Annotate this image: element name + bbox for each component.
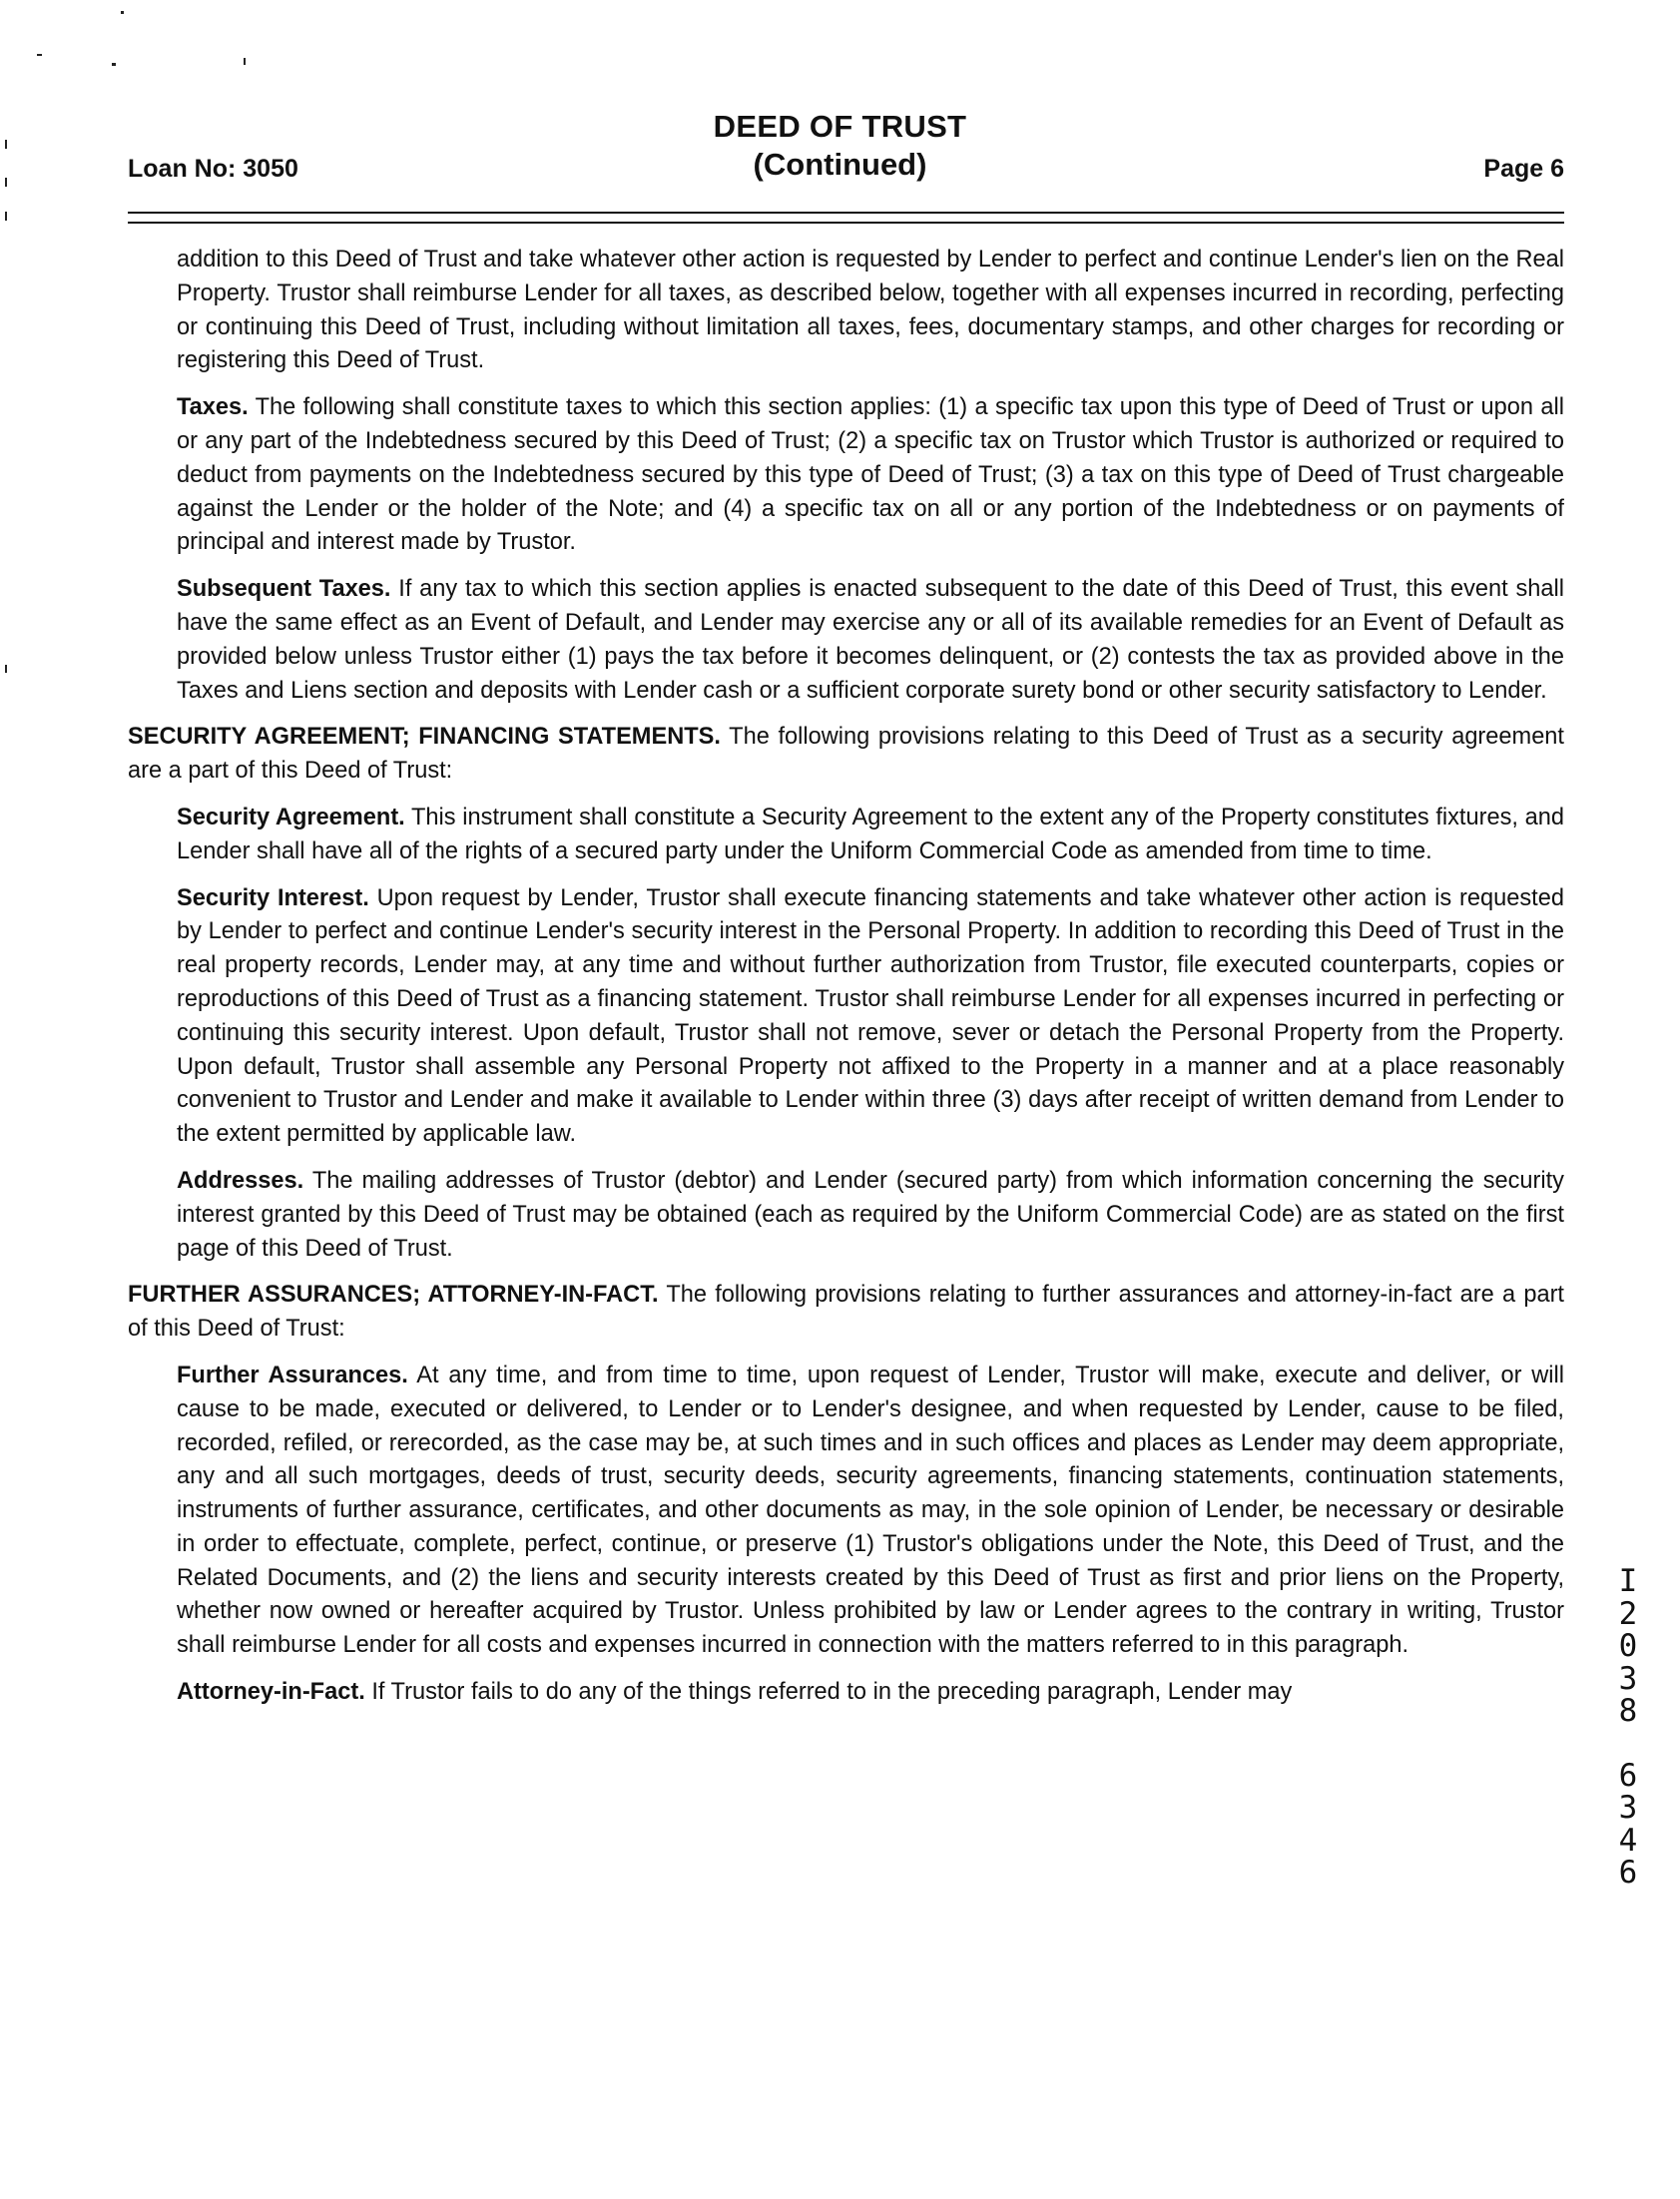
further-assurances-paragraph bbox=[177, 1360, 1564, 1663]
header-rule-top bbox=[128, 212, 1564, 214]
taxes-paragraph bbox=[177, 391, 1564, 560]
addresses-heading: Addresses. bbox=[177, 1167, 304, 1194]
recording-number-stamp bbox=[1613, 1565, 1643, 1890]
further-assurances-section bbox=[128, 1279, 1564, 1347]
security-agreement-section-heading: SECURITY AGREEMENT; FINANCING STATEMENTS. bbox=[128, 724, 721, 751]
scan-speck bbox=[112, 63, 116, 66]
security-agreement-section-text: The following provisions relating to this Deed of Trust as a security agreement are a part of this Deed of Trust: bbox=[128, 724, 1564, 785]
further-assurances-section-heading: FURTHER ASSURANCES; ATTORNEY-IN-FACT. bbox=[128, 1282, 659, 1309]
security-interest-paragraph bbox=[177, 882, 1564, 1152]
security-agreement-section bbox=[128, 721, 1564, 789]
stamp-char: I bbox=[1618, 1563, 1638, 1599]
attorney-in-fact-paragraph bbox=[177, 1676, 1564, 1710]
loan-number: Loan No: 3050 bbox=[128, 155, 298, 183]
further-assurances-section-text: The following provisions relating to further assurances and attorney-in-fact are a part of this Deed of Trust: bbox=[128, 1282, 1564, 1343]
header-rule-bottom bbox=[128, 222, 1564, 224]
attorney-in-fact-heading: Attorney-in-Fact. bbox=[177, 1679, 365, 1706]
attorney-in-fact-text: If Trustor fails to do any of the things referred to in the preceding paragraph, Lender may bbox=[371, 1679, 1293, 1706]
stamp-char: 3 bbox=[1618, 1790, 1638, 1826]
security-interest-text: Upon request by Lender, Trustor shall execute financing statements and take whatever other action is requested by Lender to perfect and continue Lender's security interest in the Personal Property. In addition to recording this Deed of Trust in the real property records, Lender may, at any time and without further authorization from Trustor, file executed counterparts, copies or reproductions of this Deed of Trust as a financing statement. Trustor shall reimburse Lender for all expenses incurred in perfecting or continuing this security interest. Upon default, Trustor shall not remove, sever or detach the Personal Property from the Property. Upon default, Trustor shall assemble any Personal Property not affixed to the Property in a manner and at a place reasonably convenient to Trustor and Lender and make it available to Lender within three (3) days after receipt of written demand from Lender to the extent permitted by applicable law. bbox=[177, 884, 1564, 1148]
security-agreement-text: This instrument shall constitute a Security Agreement to the extent any of the Property constitutes fixtures, and Lender shall have all of the rights of a secured party under the Uniform Commercial Code as amended from time to time. bbox=[177, 804, 1564, 864]
scan-speck bbox=[5, 665, 7, 673]
page-number: Page 6 bbox=[1483, 155, 1564, 183]
stamp-char: 6 bbox=[1618, 1757, 1638, 1794]
security-interest-heading: Security Interest. bbox=[177, 884, 369, 911]
subsequent-taxes-text: If any tax to which this section applies is enacted subsequent to the date of this Deed of Trust, this event shall have the same effect as an Event of Default, and Lender may exercise any or all of its available remedies for an Event of Default as provided below unless Trustor either (1) pays the tax before it becomes delinquent, or (2) contests the tax as provided above in the Taxes and Liens section and deposits with Lender cash or a sufficient corporate surety bond or other security satisfactory to Lender. bbox=[177, 576, 1564, 704]
further-assurances-heading: Further Assurances. bbox=[177, 1362, 408, 1388]
stamp-char: 8 bbox=[1618, 1693, 1638, 1729]
taxes-text: The following shall constitute taxes to which this section applies: (1) a specific tax upon this type of Deed of Trust or upon all or any part of the Indebtedness secured by this Deed of Trust; (2) a specific tax on Trustor which Trustor is authorized or required to deduct from payments on the Indebtedness secured by this type of Deed of Trust; (3) a tax on this type of Deed of Trust chargeable against the Lender or the holder of the Note; and (4) a specific tax on all or any portion of the Indebtedness or on payments of principal and interest made by Trustor. bbox=[177, 394, 1564, 556]
scan-speck bbox=[121, 11, 124, 14]
stamp-char: 0 bbox=[1618, 1628, 1638, 1664]
continuation-paragraph bbox=[177, 244, 1564, 378]
security-agreement-heading: Security Agreement. bbox=[177, 804, 405, 830]
security-agreement-paragraph bbox=[177, 802, 1564, 869]
subsequent-taxes-heading: Subsequent Taxes. bbox=[177, 576, 391, 603]
subsequent-taxes-paragraph bbox=[177, 573, 1564, 708]
document-subtitle: (Continued) bbox=[753, 147, 927, 182]
scan-speck bbox=[244, 58, 246, 65]
stamp-char: 4 bbox=[1618, 1822, 1638, 1859]
addresses-paragraph bbox=[177, 1165, 1564, 1266]
addresses-text: The mailing addresses of Trustor (debtor) and Lender (secured party) from which information concerning the security interest granted by this Deed of Trust may be obtained (each as required by the Uniform Commercial Code) are as stated on the first page of this Deed of Trust. bbox=[177, 1167, 1564, 1262]
stamp-char: 6 bbox=[1618, 1855, 1638, 1891]
continuation-text: addition to this Deed of Trust and take whatever other action is requested by Lender to perfect and continue Lender's lien on the Real Property. Trustor shall reimburse Lender for all taxes, as described below, together with all expenses incurred in recording, perfecting or continuing this Deed of Trust, including without limitation all taxes, fees, documentary stamps, and other charges for recording or registering this Deed of Trust. bbox=[177, 247, 1564, 374]
document-body bbox=[128, 244, 1564, 1723]
scan-speck bbox=[5, 212, 7, 221]
scan-speck bbox=[37, 54, 42, 56]
taxes-heading: Taxes. bbox=[177, 394, 249, 421]
document-title: DEED OF TRUST bbox=[713, 109, 967, 144]
further-assurances-text: At any time, and from time to time, upon request of Lender, Trustor will make, execute and deliver, or will cause to be made, executed or delivered, to Lender or to Lender's designee, and when requested by Lender, cause to be filed, recorded, refiled, or rerecorded, as the case may be, at such times and in such offices and places as Lender may deem appropriate, any and all such mortgages, deeds of trust, security deeds, security agreements, financing statements, continuation statements, instruments of further assurance, certificates, and other documents as may, in the sole opinion of Lender, be necessary or desirable in order to effectuate, complete, perfect, continue, or preserve (1) Trustor's obligations under the Note, this Deed of Trust, and the Related Documents, and (2) the liens and security interests created by this Deed of Trust as first and prior liens on the Property, whether now owned or hereafter acquired by Trustor. Unless prohibited by law or Lender agrees to the contrary in writing, Trustor shall reimburse Lender for all costs and expenses incurred in connection with the matters referred to in this paragraph. bbox=[177, 1362, 1564, 1659]
stamp-char: 3 bbox=[1618, 1660, 1638, 1697]
stamp-char bbox=[1613, 1728, 1643, 1760]
stamp-char: 2 bbox=[1618, 1595, 1638, 1632]
